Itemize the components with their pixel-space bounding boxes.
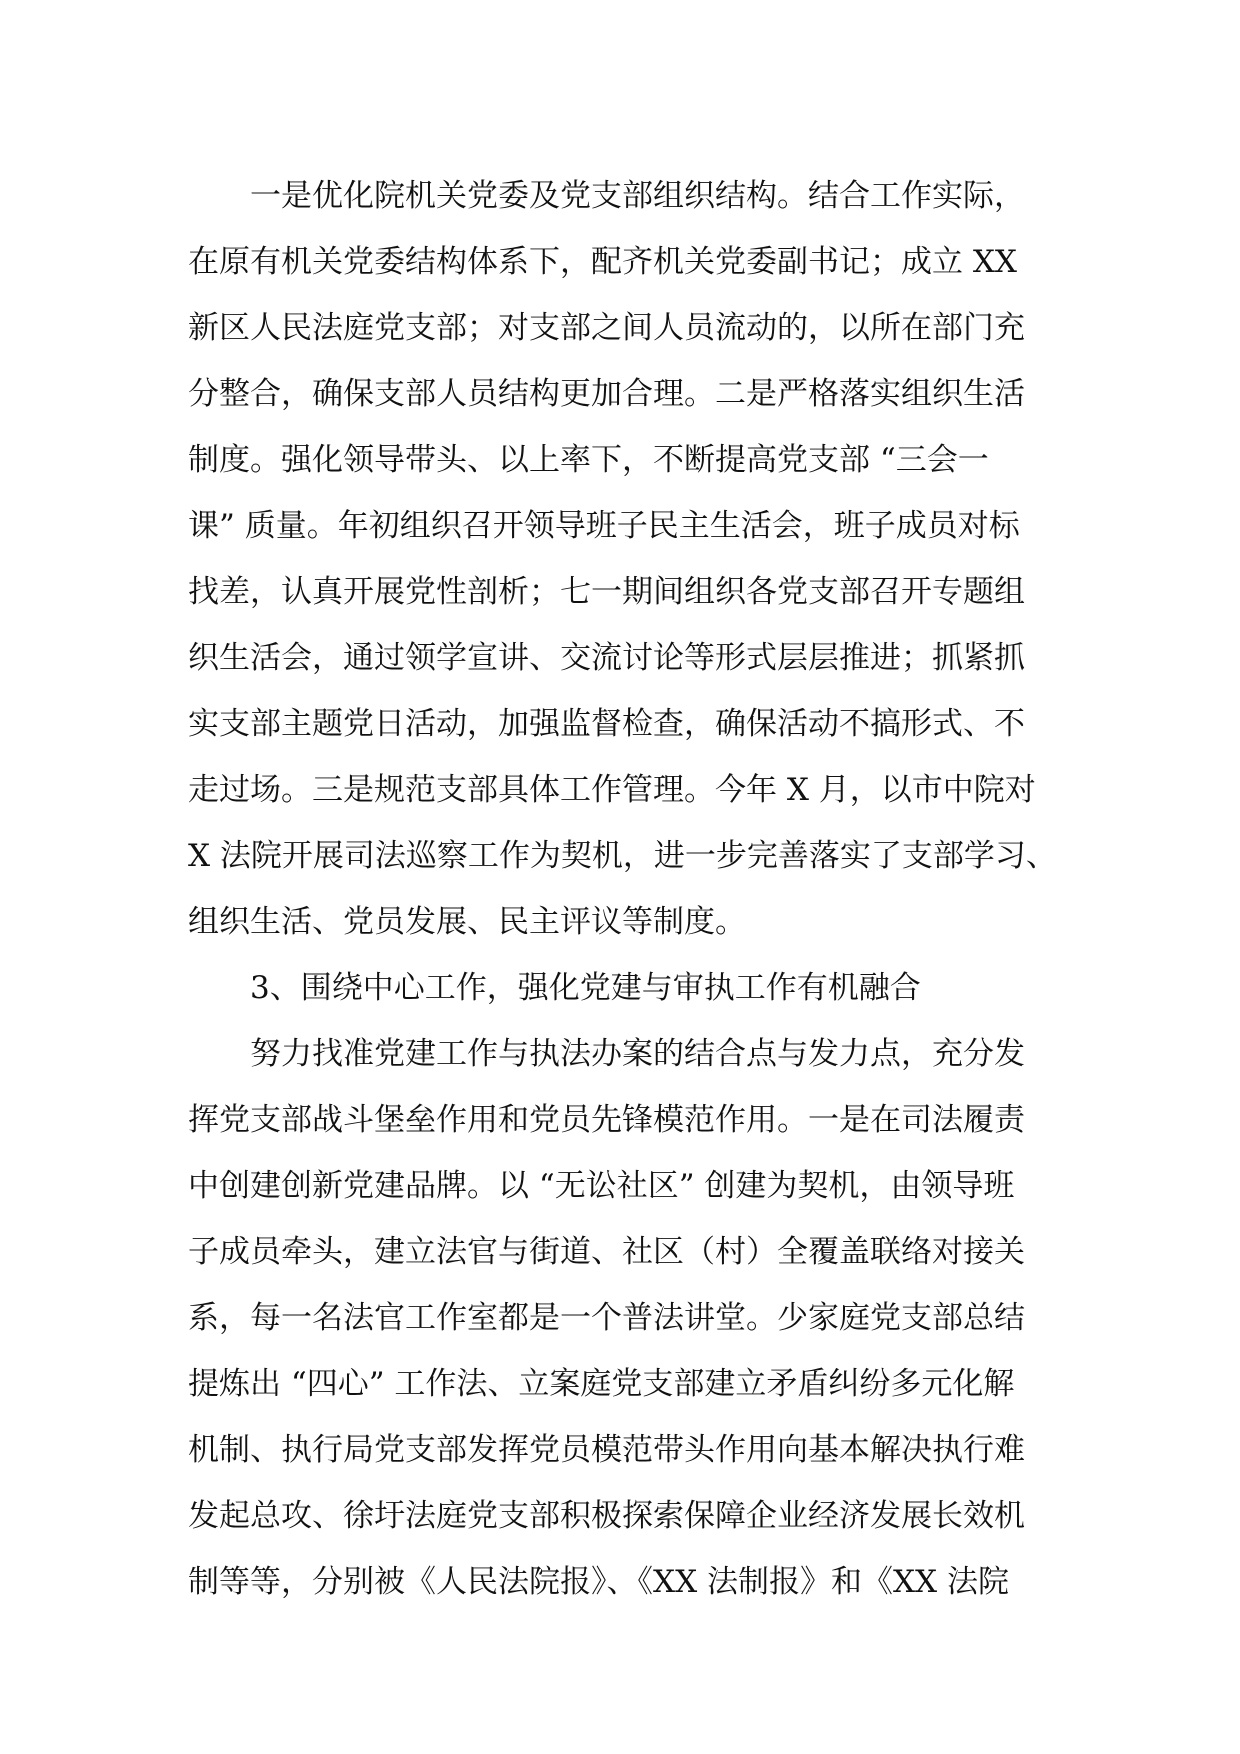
paragraph-line: X 法院开展司法巡察工作为契机，进一步完善落实了支部学习、: [188, 838, 1057, 874]
paragraph-line: 机制、执行局党支部发挥党员模范带头作用向基本解决执行难: [188, 1432, 1025, 1468]
paragraph-line: 新区人民法庭党支部；对支部之间人员流动的，以所在部门充: [188, 310, 1025, 346]
paragraph-line: 找差，认真开展党性剖析；七一期间组织各党支部召开专题组: [188, 574, 1025, 610]
paragraph-line: 努力找准党建工作与执法办案的结合点与发力点，充分发: [250, 1036, 1025, 1072]
paragraph-line: 制等等，分别被《人民法院报》、《XX 法制报》和《XX 法院: [188, 1564, 1009, 1600]
paragraph-line: 挥党支部战斗堡垒作用和党员先锋模范作用。一是在司法履责: [188, 1102, 1025, 1138]
paragraph-line: 提炼出 “四心” 工作法、立案庭党支部建立矛盾纠纷多元化解: [188, 1366, 1015, 1402]
paragraph-line: 织生活会，通过领学宣讲、交流讨论等形式层层推进；抓紧抓: [188, 640, 1025, 676]
paragraph-line: 走过场。三是规范支部具体工作管理。今年 X 月，以市中院对: [188, 772, 1036, 808]
paragraph-line: 发起总攻、徐圩法庭党支部积极探索保障企业经济发展长效机: [188, 1498, 1025, 1534]
document-body: [188, 163, 1068, 1615]
paragraph-line: 组织生活、党员发展、民主评议等制度。: [188, 904, 746, 940]
paragraph-line: 实支部主题党日活动，加强监督检查，确保活动不搞形式、不: [188, 706, 1025, 742]
paragraph-line: 中创建创新党建品牌。以 “无讼社区” 创建为契机，由领导班: [188, 1168, 1015, 1204]
paragraph-line: 子成员牵头，建立法官与街道、社区（村）全覆盖联络对接关: [188, 1234, 1025, 1270]
paragraph-line: 课” 质量。年初组织召开领导班子民主生活会，班子成员对标: [188, 508, 1020, 544]
paragraph-line: 系，每一名法官工作室都是一个普法讲堂。少家庭党支部总结: [188, 1300, 1025, 1336]
paragraph-line: 分整合，确保支部人员结构更加合理。二是严格落实组织生活: [188, 376, 1025, 412]
paragraph-line: 一是优化院机关党委及党支部组织结构。结合工作实际，: [250, 178, 1025, 214]
paragraph-line: 在原有机关党委结构体系下，配齐机关党委副书记；成立 XX: [188, 244, 1017, 280]
paragraph-line: 制度。强化领导带头、以上率下，不断提高党支部 “三会一: [188, 442, 989, 478]
section-heading: 3、围绕中心工作，强化党建与审执工作有机融合: [250, 970, 921, 1006]
